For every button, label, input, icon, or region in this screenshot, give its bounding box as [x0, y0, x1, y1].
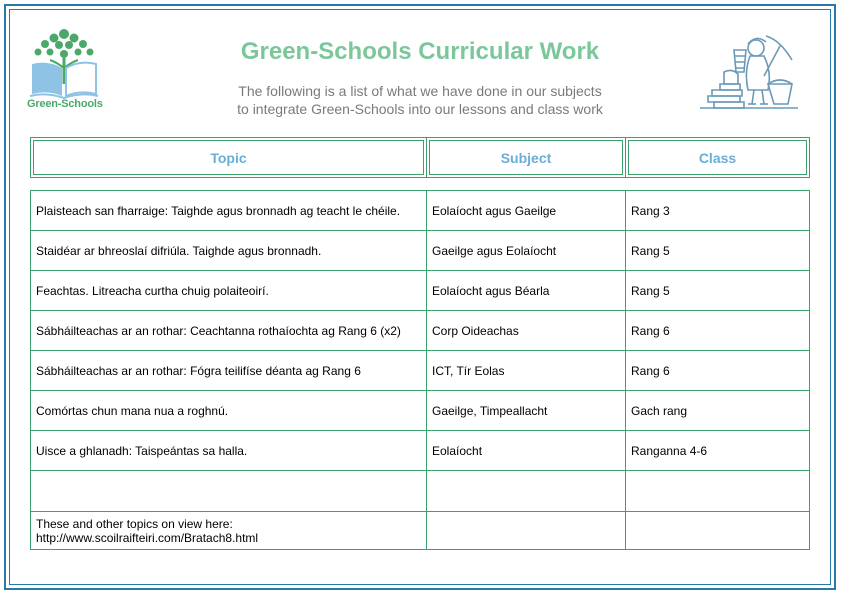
table-row-note	[31, 512, 810, 550]
subject-cell: Eolaíocht agus Béarla	[427, 271, 626, 311]
subject-cell: Gaeilge, Timpeallacht	[427, 391, 626, 431]
subject-cell: ICT, Tír Eolas	[427, 351, 626, 391]
subject-cell: Eolaíocht agus Gaeilge	[427, 191, 626, 231]
subtitle-line-2: to integrate Green-Schools into our lessons and class work	[237, 101, 603, 117]
topic-cell: Comórtas chun mana nua a roghnú.	[31, 391, 427, 431]
topic-cell	[31, 471, 427, 512]
subject-cell: Corp Oideachas	[427, 311, 626, 351]
table-row	[31, 271, 810, 311]
topic-cell: Staidéar ar bhreoslaí difriúla. Taighde agus bronnadh.	[31, 231, 427, 271]
class-cell: Rang 3	[626, 191, 810, 231]
topic-cell: Sábháilteachas ar an rothar: Ceachtanna rothaíochta ag Rang 6 (x2)	[31, 311, 427, 351]
class-cell: Gach rang	[626, 391, 810, 431]
table-row	[31, 191, 810, 231]
table-row	[31, 311, 810, 351]
column-header-class: Class	[625, 137, 810, 178]
page-title: Green-Schools Curricular Work	[240, 38, 600, 65]
topic-cell: Feachtas. Litreacha curtha chuig polaiteoirí.	[31, 271, 427, 311]
topic-cell: Sábháilteachas ar an rothar: Fógra teilifíse déanta ag Rang 6	[31, 351, 427, 391]
topics-note-text: These and other topics on view here:	[36, 516, 233, 531]
logo-text: Green-Schools	[27, 98, 103, 110]
class-cell: Rang 6	[626, 311, 810, 351]
topics-note-link[interactable]: http://www.scoilraifteiri.com/Bratach8.html	[36, 530, 259, 545]
subject-cell	[427, 512, 626, 550]
class-cell	[626, 471, 810, 512]
topics-note-cell	[31, 512, 427, 550]
table-row	[31, 351, 810, 391]
litter-picker-mascot-icon	[694, 28, 806, 110]
subtitle-line-1: The following is a list of what we have done in our subjects	[238, 83, 602, 99]
subject-cell: Eolaíocht	[427, 431, 626, 471]
table-row	[31, 391, 810, 431]
page-subtitle	[160, 82, 680, 118]
curricular-work-table	[30, 190, 810, 550]
topic-cell: Plaisteach san fharraige: Taighde agus bronnadh ag teacht le chéile.	[31, 191, 427, 231]
class-cell: Rang 5	[626, 231, 810, 271]
class-cell	[626, 512, 810, 550]
class-cell: Rang 5	[626, 271, 810, 311]
column-header-subject: Subject	[426, 137, 626, 178]
table-row	[31, 431, 810, 471]
table-row	[31, 231, 810, 271]
subject-cell	[427, 471, 626, 512]
table-row-empty	[31, 471, 810, 512]
class-cell: Rang 6	[626, 351, 810, 391]
topic-cell: Uisce a ghlanadh: Taispeántas sa halla.	[31, 431, 427, 471]
class-cell: Ranganna 4-6	[626, 431, 810, 471]
subject-cell: Gaeilge agus Eolaíocht	[427, 231, 626, 271]
column-header-topic: Topic	[30, 137, 427, 178]
